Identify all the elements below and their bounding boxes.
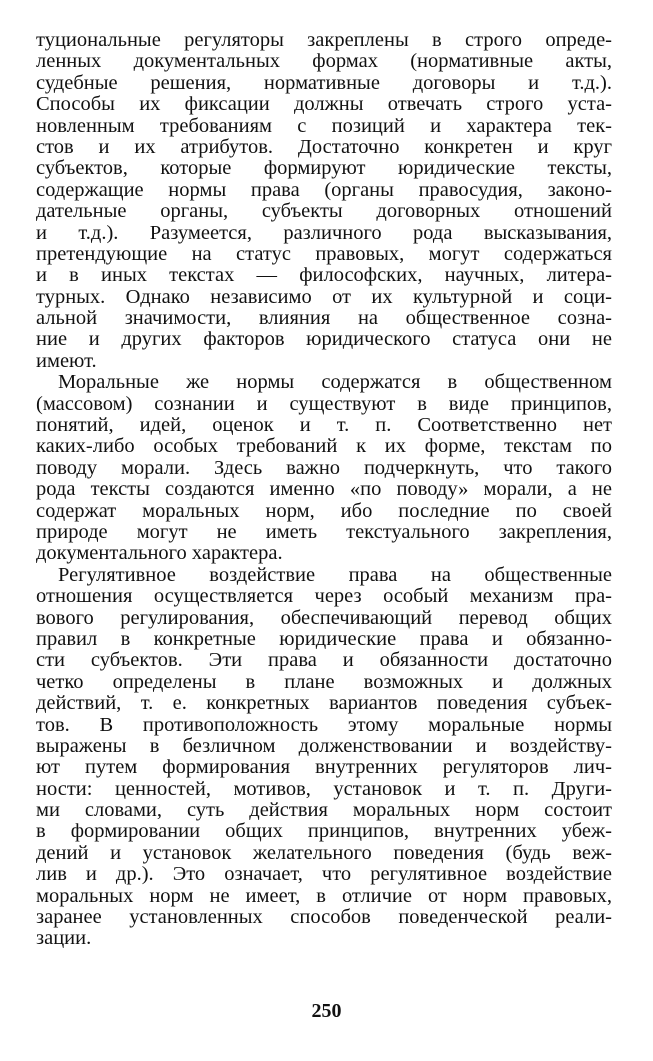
- text-line: лив и др.). Это означает, что регулятивное воздействие: [36, 864, 612, 886]
- text-line: содержащие нормы права (органы правосудия, законо-: [36, 179, 612, 201]
- text-line: каких-либо особых требований к их форме, текстам по: [36, 436, 612, 458]
- text-line: турных. Однако независимо от их культурной и соци-: [36, 286, 612, 308]
- text-line: выражены в безличном долженствовании и воздейству-: [36, 735, 612, 757]
- text-line: имеют.: [36, 350, 97, 372]
- text-line: Способы их фиксации должны отвечать строго уста-: [36, 94, 612, 116]
- text-line: содержат моральных норм, ибо последние по своей: [36, 500, 612, 522]
- text-line: альной значимости, влияния на общественное созна-: [36, 308, 612, 330]
- text-line: сти субъектов. Эти права и обязанности достаточно: [36, 650, 612, 672]
- text-line: ленных документальных формах (нормативные акты,: [36, 51, 612, 73]
- text-line: отношения осуществляется через особый механизм пра-: [36, 586, 612, 608]
- text-line: и т.д.). Разумеется, различного рода высказывания,: [36, 222, 612, 244]
- text-line: зации.: [36, 928, 92, 950]
- text-line: четко определены в плане возможных и должных: [36, 671, 612, 693]
- text-line: ми словами, суть действия моральных норм состоит: [36, 800, 612, 822]
- text-line: (массовом) сознании и существуют в виде принципов,: [36, 393, 612, 415]
- text-line: вового регулирования, обеспечивающий перевод общих: [36, 607, 612, 629]
- text-line: дательные органы, субъекты договорных отношений: [36, 201, 612, 223]
- text-line: туциональные регуляторы закреплены в строго опреде-: [36, 30, 612, 51]
- text-line: рода тексты создаются именно «по поводу» морали, а не: [36, 479, 612, 501]
- text-line: документального характера.: [36, 543, 283, 565]
- page-number: 250: [311, 1000, 342, 1022]
- text-line: ют путем формирования внутренних регуляторов лич-: [36, 757, 612, 779]
- text-line: заранее установленных способов поведенческой реали-: [36, 907, 612, 929]
- text-line: в формировании общих принципов, внутренних убеж-: [36, 821, 612, 843]
- text-line: ние и других факторов юридического статуса они не: [36, 329, 612, 351]
- text-line: новленным требованиям с позиций и характера тек-: [36, 115, 612, 137]
- text-line: субъектов, которые формируют юридические тексты,: [36, 158, 612, 180]
- paragraph-2: [36, 372, 612, 565]
- text-line: поводу морали. Здесь важно подчеркнуть, что такого: [36, 457, 612, 479]
- text-line: и в иных текстах — философских, научных, литера-: [36, 265, 612, 287]
- text-line: судебные решения, нормативные договоры и т.д.).: [36, 72, 612, 94]
- text-line: Моральные же нормы содержатся в общественном: [58, 372, 612, 394]
- text-line: претендующие на статус правовых, могут содержаться: [36, 243, 612, 265]
- text-line: природе могут не иметь текстуального закрепления,: [36, 521, 612, 543]
- text-line: моральных норм не имеет, в отличие от норм правовых,: [36, 885, 612, 907]
- text-line: правил в конкретные юридические права и обязанно-: [36, 628, 612, 650]
- text-line: стов и их атрибутов. Достаточно конкретен и круг: [36, 136, 612, 158]
- paragraph-1: [36, 30, 612, 372]
- text-line: тов. В противоположность этому моральные нормы: [36, 714, 612, 736]
- text-line: ности: ценностей, мотивов, установок и т. п. Други-: [36, 778, 612, 800]
- paragraph-3: [36, 565, 612, 950]
- text-line: дений и установок желательного поведения (будь веж-: [36, 842, 612, 864]
- text-line: действий, т. е. конкретных вариантов поведения субъек-: [36, 693, 612, 715]
- page-body: [36, 30, 612, 950]
- text-line: Регулятивное воздействие права на общественные: [58, 564, 612, 586]
- text-line: понятий, идей, оценок и т. п. Соответственно нет: [36, 415, 612, 437]
